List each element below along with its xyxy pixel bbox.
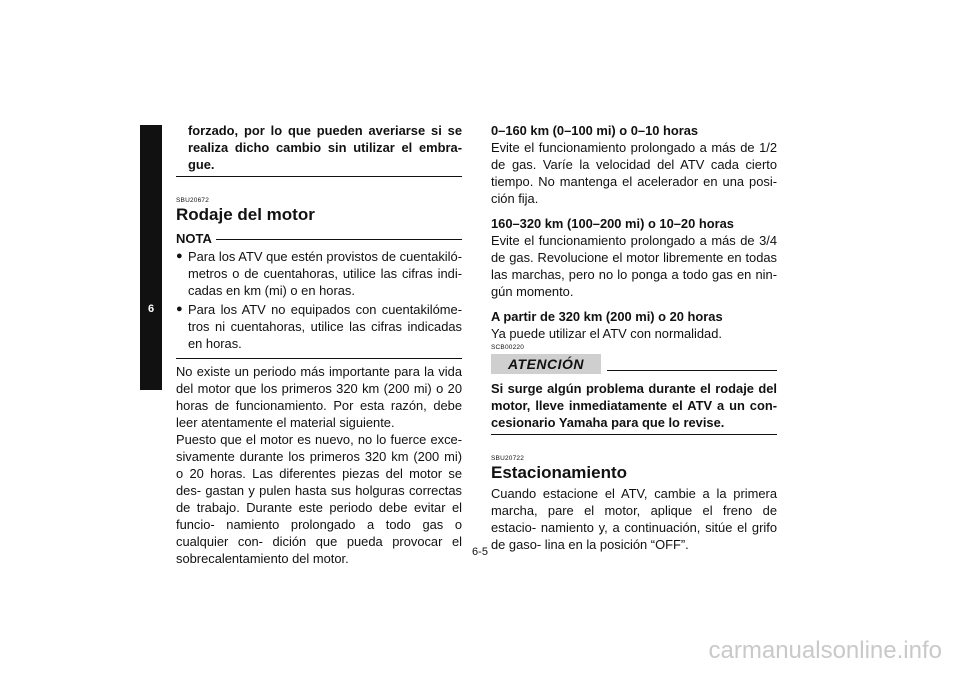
right-column bbox=[491, 122, 777, 553]
caution-code: SCB00220 bbox=[491, 344, 525, 351]
atencion-badge: ATENCIÓN bbox=[491, 354, 601, 374]
atencion-header bbox=[491, 354, 777, 374]
chapter-tab bbox=[140, 125, 162, 390]
caution-text: Si surge algún problema durante el rodaje del motor, lleve inmediatamente el ATV a un con- cesionario Yamaha para que lo revise. bbox=[491, 381, 777, 430]
paragraph: Evite el funcionamiento prolongado a más de 3/4 de gas. Revolucione el motor libremente en todas las marchas, pero no lo ponga a todo gas en nin- gún momento. bbox=[491, 233, 777, 299]
left-column bbox=[176, 122, 462, 567]
section-code: SBU20722 bbox=[491, 455, 525, 462]
nota-bullet bbox=[176, 248, 462, 299]
nota-label: NOTA bbox=[176, 231, 212, 246]
section-title-rodaje: Rodaje del motor bbox=[176, 205, 315, 224]
paragraph: Puesto que el motor es nuevo, no lo fuerce exce- sivamente durante los primeros 320 km (200 mi) o 20 horas. Las diferentes piezas del motor se des- gastan y pulen hasta sus holguras correctas de trabajo. Durante este periodo debe evitar el funcio- namiento prolongado a todo gas o cualquier con- dición que pueda provocar el sobrecalentamiento del motor. bbox=[176, 432, 462, 566]
subheading: 160–320 km (100–200 mi) o 10–20 horas bbox=[491, 216, 734, 231]
atencion-rule bbox=[607, 370, 777, 371]
bullet-icon: ● bbox=[176, 250, 183, 262]
paragraph: Cuando estacione el ATV, cambie a la primera marcha, pare el motor, aplique el freno de estacio- namiento y, a continuación, sitúe el grifo de gaso- lina en la posición “OFF”. bbox=[491, 486, 777, 552]
nota-header bbox=[176, 231, 462, 246]
paragraph: No existe un periodo más importante para la vida del motor que los primeros 320 km (200 mi) o 20 horas de funcionamiento. Por esta razón, debe leer atentamente el material siguiente. bbox=[176, 364, 462, 430]
subheading: 0–160 km (0–100 mi) o 0–10 horas bbox=[491, 123, 699, 138]
nota-end-rule bbox=[176, 358, 462, 359]
nota-rule bbox=[216, 239, 462, 240]
bullet-text: Para los ATV que estén provistos de cuentakiló- metros o de cuentahoras, utilice las cifras indi- cadas en km (mi) o en horas. bbox=[188, 249, 462, 298]
watermark: carmanualsonline.info bbox=[708, 637, 942, 664]
bullet-text: Para los ATV no equipados con cuentakilóme- tros ni cuentahoras, utilice las cifras indicadas en horas. bbox=[188, 302, 462, 351]
chapter-number: 6 bbox=[147, 303, 155, 315]
section-title-estacionamiento: Estacionamiento bbox=[491, 463, 628, 482]
subheading: A partir de 320 km (200 mi) o 20 horas bbox=[491, 309, 723, 324]
bullet-icon: ● bbox=[176, 303, 183, 315]
page-number: 6-5 bbox=[472, 546, 488, 558]
nota-bullet bbox=[176, 301, 462, 352]
intro-warning-text: forzado, por lo que pueden averiarse si se realiza dicho cambio sin utilizar el embra- gue. bbox=[188, 123, 462, 172]
section-code: SBU20672 bbox=[176, 197, 210, 204]
paragraph: Evite el funcionamiento prolongado a más de 1/2 de gas. Varíe la velocidad del ATV cada cierto tiempo. No mantenga el acelerador en una posi- ción fija. bbox=[491, 140, 777, 206]
paragraph: Ya puede utilizar el ATV con normalidad. bbox=[491, 326, 722, 341]
